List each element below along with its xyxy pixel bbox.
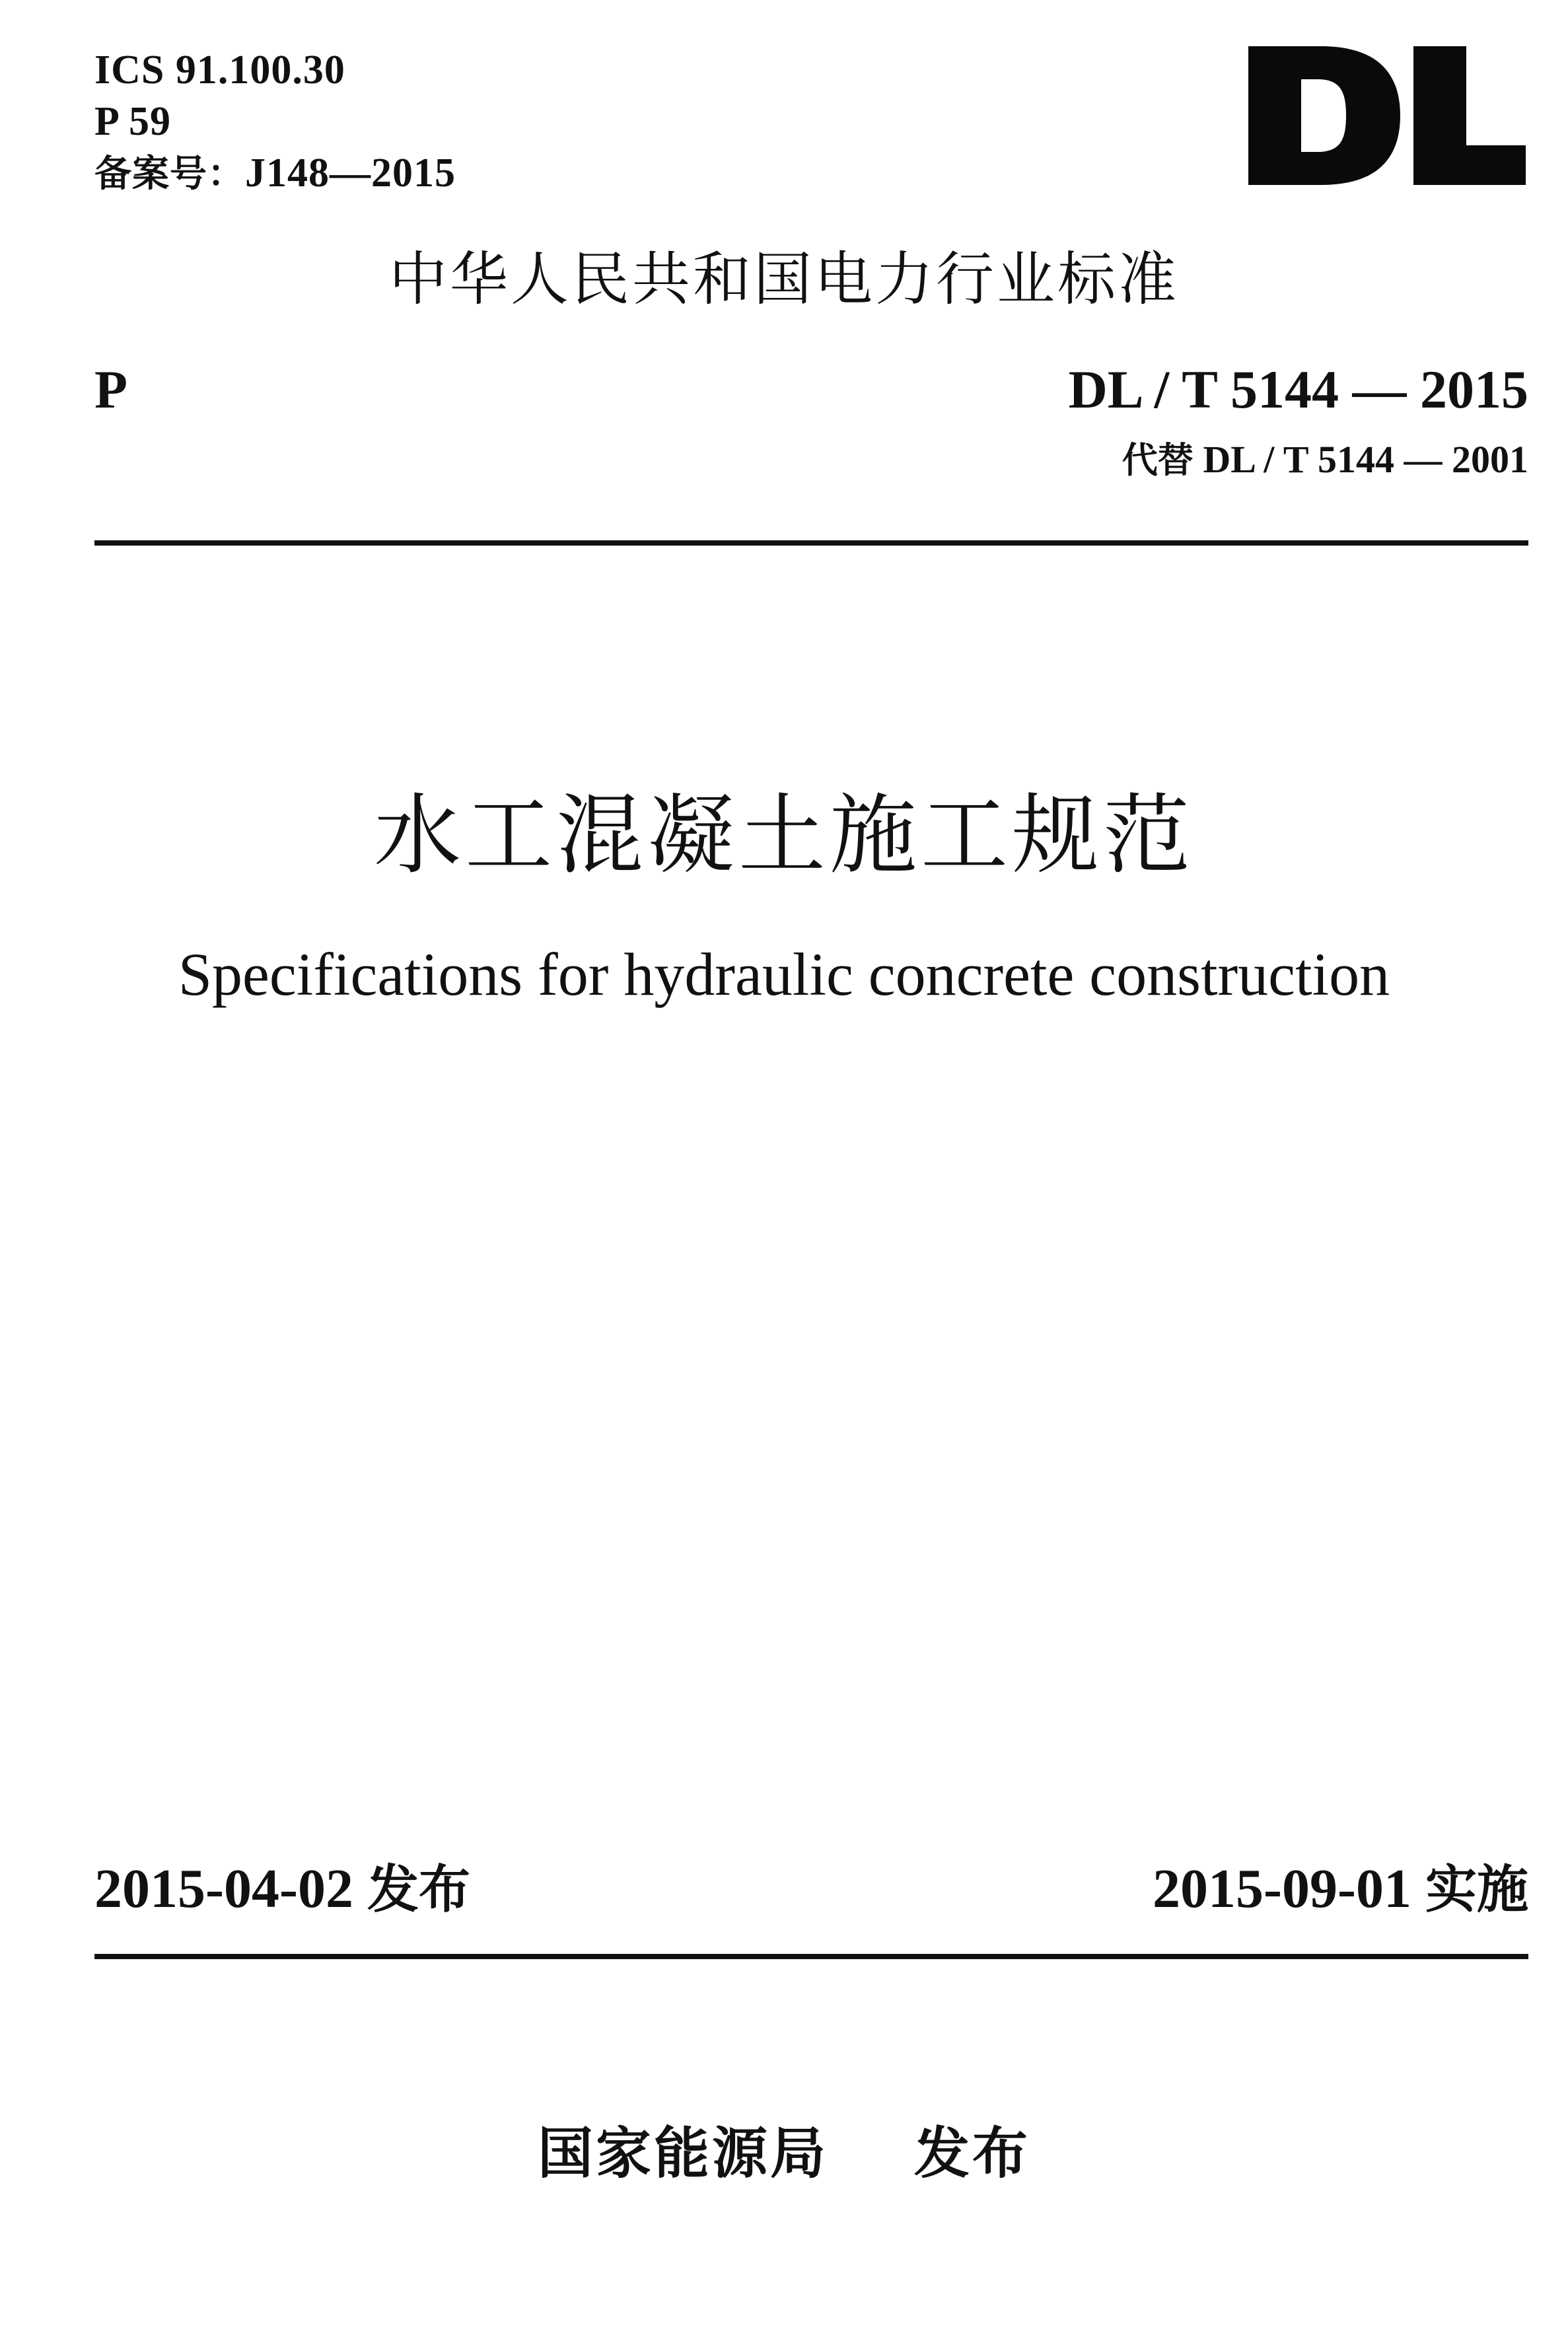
record-value: J148—2015 <box>245 151 456 196</box>
p-code: P 59 <box>94 99 171 144</box>
issue-date-line <box>94 1856 470 1923</box>
publisher-name: 国家能源局 <box>537 2121 828 2186</box>
replaces-number: DL / T 5144 — 2001 <box>1203 438 1528 481</box>
title-chinese: 水工混凝土施工规范 <box>374 785 1194 886</box>
bottom-divider <box>94 1954 1528 1959</box>
publisher-line <box>0 2117 1568 2190</box>
effective-label: 实施 <box>1425 1860 1528 1920</box>
classification-code: P <box>94 359 128 419</box>
publisher-action: 发布 <box>914 2121 1031 2186</box>
record-label: 备案号： <box>94 153 245 196</box>
standard-number: DL / T 5144 — 2015 <box>1068 359 1528 419</box>
replaces-standard <box>1122 436 1528 484</box>
issue-label: 发布 <box>367 1860 470 1920</box>
effective-date-line <box>1153 1856 1528 1923</box>
effective-date: 2015-09-01 <box>1153 1858 1411 1920</box>
ics-code: ICS 91.100.30 <box>94 48 345 92</box>
replaces-label: 代替 <box>1122 439 1194 481</box>
title-english: Specifications for hydraulic concrete construction <box>178 941 1390 1008</box>
issue-date: 2015-04-02 <box>94 1858 353 1920</box>
top-divider <box>94 540 1528 546</box>
industry-standard-heading: 中华人民共和国电力行业标准 <box>388 245 1179 313</box>
dl-logo <box>1248 46 1526 185</box>
record-number <box>94 149 456 198</box>
